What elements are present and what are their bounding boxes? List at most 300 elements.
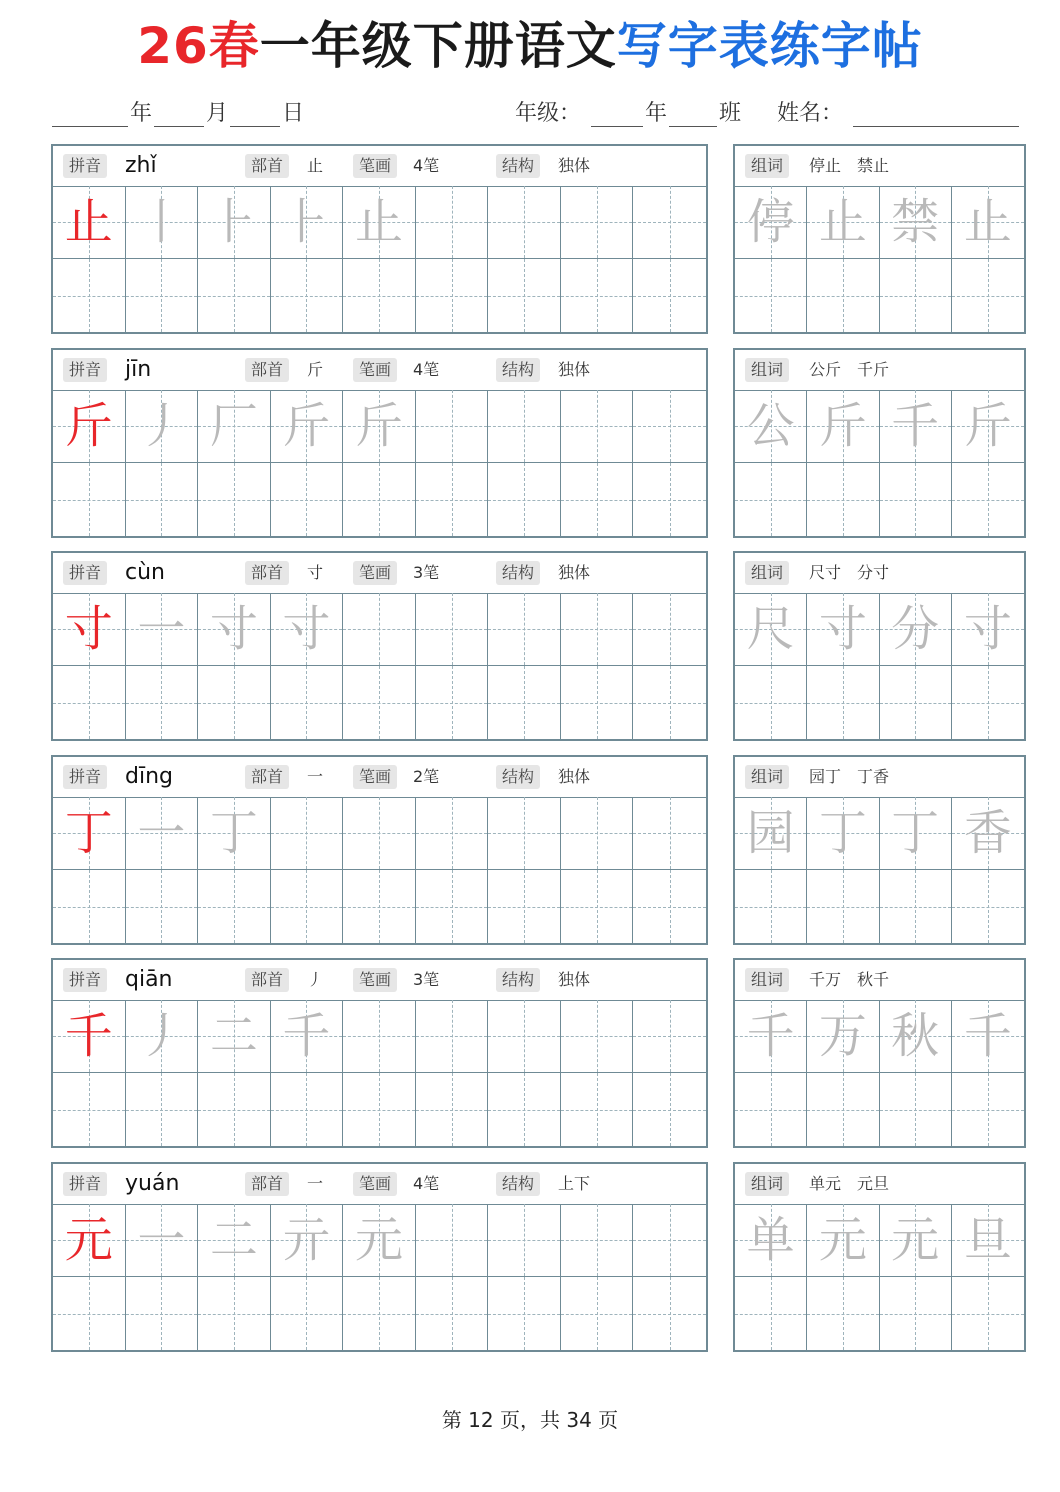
writing-cell[interactable] [807, 1204, 879, 1277]
writing-cell[interactable] [880, 666, 952, 739]
writing-cell[interactable] [343, 1204, 416, 1277]
words-value: 尺寸 分寸 [809, 563, 890, 582]
writing-cell[interactable] [807, 1000, 879, 1073]
writing-cell[interactable] [416, 1073, 489, 1146]
word-practice-box [733, 1162, 1026, 1352]
writing-cell[interactable] [807, 666, 879, 739]
writing-cell[interactable] [807, 259, 879, 332]
stroke-order-step: ⺊ [209, 194, 258, 250]
writing-cell[interactable] [735, 797, 807, 870]
writing-cell[interactable] [53, 1204, 126, 1277]
word-trace-character: 分 [891, 601, 940, 657]
writing-cell[interactable] [561, 259, 634, 332]
writing-cell[interactable] [561, 1204, 634, 1277]
stroke-order-step: 一 [137, 805, 186, 861]
strokes-tag: 笔画 [353, 968, 397, 992]
writing-cell[interactable] [198, 870, 271, 943]
word-trace-character: 千 [963, 1008, 1012, 1064]
writing-cell[interactable] [633, 1204, 706, 1277]
writing-cell[interactable] [271, 1000, 344, 1073]
words-header [735, 146, 1024, 187]
pinyin-tag: 拼音 [63, 765, 107, 789]
radical-tag: 部首 [245, 561, 289, 585]
writing-cell[interactable] [126, 1277, 199, 1350]
writing-cell[interactable] [735, 666, 807, 739]
strokes-value: 2笔 [413, 767, 440, 786]
strokes-value: 4笔 [413, 1174, 440, 1193]
writing-cell[interactable] [198, 1204, 271, 1277]
stroke-order-step: 丁 [209, 805, 258, 861]
writing-cell[interactable] [126, 1204, 199, 1277]
writing-cell[interactable] [126, 1000, 199, 1073]
writing-cell[interactable] [271, 186, 344, 259]
char-practice-box [51, 1162, 708, 1352]
writing-cell[interactable] [952, 870, 1024, 943]
writing-cell[interactable] [880, 1073, 952, 1146]
strokes-tag: 笔画 [353, 358, 397, 382]
writing-cell[interactable] [343, 259, 416, 332]
writing-cell[interactable] [807, 593, 879, 666]
structure-tag: 结构 [496, 968, 540, 992]
writing-cell[interactable] [880, 870, 952, 943]
writing-cell[interactable] [488, 1204, 561, 1277]
writing-cell[interactable] [416, 1204, 489, 1277]
structure-tag: 结构 [496, 154, 540, 178]
date-line [52, 96, 306, 126]
writing-cell[interactable] [735, 870, 807, 943]
model-character: 丁 [64, 805, 113, 861]
words-value: 千万 秋千 [809, 970, 890, 989]
writing-cell[interactable] [416, 593, 489, 666]
writing-cell[interactable] [633, 1277, 706, 1350]
words-tag: 组词 [745, 561, 789, 585]
words-tag: 组词 [745, 968, 789, 992]
writing-cell[interactable] [198, 666, 271, 739]
writing-cell[interactable] [807, 186, 879, 259]
grade-label: 年级： [515, 101, 582, 126]
pinyin-value: yuán [125, 1171, 180, 1196]
writing-cell[interactable] [488, 463, 561, 536]
tian-grid [735, 593, 1024, 739]
writing-cell[interactable] [343, 593, 416, 666]
writing-cell[interactable] [271, 463, 344, 536]
writing-cell[interactable] [53, 186, 126, 259]
name-blank[interactable] [853, 102, 1019, 127]
writing-cell[interactable] [198, 390, 271, 463]
stroke-order-step: 斤 [354, 398, 403, 454]
writing-cell[interactable] [561, 186, 634, 259]
radical-value: 寸 [307, 563, 324, 582]
stroke-order-step: 二 [209, 1008, 258, 1064]
writing-cell[interactable] [416, 870, 489, 943]
writing-cell[interactable] [126, 593, 199, 666]
title-part-blue: 写字表练字帖 [616, 17, 923, 75]
words-tag: 组词 [745, 765, 789, 789]
stroke-order-step: 千 [282, 1008, 331, 1064]
writing-cell[interactable] [416, 797, 489, 870]
stroke-order-step: 斤 [282, 398, 331, 454]
writing-cell[interactable] [343, 797, 416, 870]
writing-cell[interactable] [735, 186, 807, 259]
writing-cell[interactable] [198, 463, 271, 536]
word-trace-character: 香 [963, 805, 1012, 861]
writing-cell[interactable] [880, 463, 952, 536]
radical-value: 丿 [307, 970, 324, 989]
char-practice-box [51, 551, 708, 741]
strokes-tag: 笔画 [353, 765, 397, 789]
writing-cell[interactable] [271, 593, 344, 666]
writing-cell[interactable] [126, 186, 199, 259]
writing-cell[interactable] [416, 259, 489, 332]
writing-cell[interactable] [53, 1277, 126, 1350]
word-practice-box [733, 958, 1026, 1148]
writing-cell[interactable] [952, 186, 1024, 259]
word-trace-character: 寸 [963, 601, 1012, 657]
stroke-order-step: 一 [137, 601, 186, 657]
word-practice-box [733, 551, 1026, 741]
words-header [735, 757, 1024, 798]
writing-cell[interactable] [343, 390, 416, 463]
month-blank[interactable] [154, 102, 204, 127]
writing-cell[interactable] [735, 390, 807, 463]
writing-cell[interactable] [271, 1204, 344, 1277]
writing-cell[interactable] [633, 1000, 706, 1073]
writing-cell[interactable] [880, 1000, 952, 1073]
writing-cell[interactable] [880, 797, 952, 870]
pinyin-value: zhǐ [125, 153, 157, 178]
word-trace-character: 公 [746, 398, 795, 454]
strokes-value: 4笔 [413, 156, 440, 175]
writing-cell[interactable] [952, 463, 1024, 536]
structure-tag: 结构 [496, 561, 540, 585]
writing-cell[interactable] [343, 186, 416, 259]
word-trace-character: 禁 [891, 194, 940, 250]
writing-cell[interactable] [633, 186, 706, 259]
tian-grid [53, 593, 706, 739]
writing-cell[interactable] [343, 666, 416, 739]
writing-cell[interactable] [633, 797, 706, 870]
word-trace-character: 止 [963, 194, 1012, 250]
word-trace-character: 旦 [963, 1212, 1012, 1268]
writing-cell[interactable] [271, 870, 344, 943]
writing-cell[interactable] [952, 259, 1024, 332]
writing-cell[interactable] [561, 390, 634, 463]
word-trace-character: 停 [746, 194, 795, 250]
writing-cell[interactable] [807, 1277, 879, 1350]
words-header [735, 553, 1024, 594]
writing-cell[interactable] [271, 1277, 344, 1350]
word-trace-character: 千 [891, 398, 940, 454]
stroke-order-step: 厂 [209, 398, 258, 454]
writing-cell[interactable] [343, 1277, 416, 1350]
stroke-order-step: 丿 [137, 398, 186, 454]
stroke-order-step: 止 [354, 194, 403, 250]
writing-cell[interactable] [880, 593, 952, 666]
writing-cell[interactable] [488, 870, 561, 943]
writing-cell[interactable] [488, 797, 561, 870]
radical-tag: 部首 [245, 968, 289, 992]
writing-cell[interactable] [126, 870, 199, 943]
writing-cell[interactable] [633, 390, 706, 463]
writing-cell[interactable] [952, 593, 1024, 666]
tian-grid [735, 390, 1024, 536]
writing-cell[interactable] [53, 797, 126, 870]
writing-cell[interactable] [561, 1277, 634, 1350]
writing-cell[interactable] [488, 1277, 561, 1350]
writing-cell[interactable] [416, 186, 489, 259]
structure-tag: 结构 [496, 1172, 540, 1196]
char-info-header [53, 146, 706, 187]
word-trace-character: 单 [746, 1212, 795, 1268]
writing-cell[interactable] [561, 1000, 634, 1073]
writing-cell[interactable] [53, 259, 126, 332]
stroke-order-step: 寸 [209, 601, 258, 657]
words-value: 停止 禁止 [809, 156, 890, 175]
writing-cell[interactable] [416, 1277, 489, 1350]
writing-cell[interactable] [53, 870, 126, 943]
writing-cell[interactable] [416, 390, 489, 463]
model-character: 千 [64, 1008, 113, 1064]
pinyin-value: cùn [125, 560, 165, 585]
writing-cell[interactable] [807, 797, 879, 870]
writing-cell[interactable] [126, 797, 199, 870]
writing-cell[interactable] [198, 593, 271, 666]
writing-cell[interactable] [343, 870, 416, 943]
day-label: 日 [282, 101, 305, 126]
grade-blank[interactable] [591, 102, 643, 127]
writing-cell[interactable] [126, 463, 199, 536]
strokes-tag: 笔画 [353, 154, 397, 178]
writing-cell[interactable] [807, 870, 879, 943]
writing-cell[interactable] [633, 1073, 706, 1146]
writing-cell[interactable] [53, 666, 126, 739]
writing-cell[interactable] [633, 870, 706, 943]
char-info-header [53, 960, 706, 1001]
class-label: 班 [719, 101, 742, 126]
structure-tag: 结构 [496, 765, 540, 789]
student-info-line [515, 96, 1019, 126]
writing-cell[interactable] [271, 259, 344, 332]
writing-cell[interactable] [952, 666, 1024, 739]
writing-cell[interactable] [271, 390, 344, 463]
pinyin-tag: 拼音 [63, 968, 107, 992]
writing-cell[interactable] [952, 1204, 1024, 1277]
writing-cell[interactable] [807, 390, 879, 463]
words-tag: 组词 [745, 1172, 789, 1196]
writing-cell[interactable] [126, 666, 199, 739]
char-info-header [53, 1164, 706, 1205]
writing-cell[interactable] [488, 390, 561, 463]
day-blank[interactable] [230, 102, 280, 127]
word-trace-character: 寸 [818, 601, 867, 657]
radical-value: 一 [307, 767, 324, 786]
writing-cell[interactable] [198, 1073, 271, 1146]
writing-cell[interactable] [633, 463, 706, 536]
writing-cell[interactable] [198, 186, 271, 259]
title-part-black: 一年级下册语文 [259, 17, 617, 75]
pinyin-value: dīng [125, 764, 173, 789]
word-practice-box [733, 144, 1026, 334]
stroke-order-step: 寸 [282, 601, 331, 657]
tian-grid [53, 1000, 706, 1146]
words-tag: 组词 [745, 154, 789, 178]
month-label: 月 [206, 101, 229, 126]
char-info-header [53, 553, 706, 594]
word-trace-character: 丁 [891, 805, 940, 861]
writing-cell[interactable] [53, 463, 126, 536]
writing-cell[interactable] [126, 259, 199, 332]
writing-cell[interactable] [633, 593, 706, 666]
words-header [735, 960, 1024, 1001]
writing-cell[interactable] [952, 1073, 1024, 1146]
stroke-order-step: 元 [354, 1212, 403, 1268]
words-header [735, 350, 1024, 391]
class-blank[interactable] [669, 102, 717, 127]
strokes-value: 4笔 [413, 360, 440, 379]
stroke-order-step: 丨 [137, 194, 186, 250]
writing-cell[interactable] [198, 1000, 271, 1073]
year-blank[interactable] [52, 102, 128, 127]
tian-grid [735, 186, 1024, 332]
writing-cell[interactable] [735, 1277, 807, 1350]
structure-value: 独体 [558, 360, 591, 379]
writing-cell[interactable] [488, 1000, 561, 1073]
writing-cell[interactable] [561, 666, 634, 739]
writing-cell[interactable] [807, 1073, 879, 1146]
words-value: 园丁 丁香 [809, 767, 890, 786]
radical-value: 止 [307, 156, 324, 175]
writing-cell[interactable] [880, 1277, 952, 1350]
writing-cell[interactable] [880, 259, 952, 332]
writing-cell[interactable] [952, 797, 1024, 870]
writing-cell[interactable] [416, 463, 489, 536]
writing-cell[interactable] [735, 1204, 807, 1277]
name-label: 姓名： [777, 101, 844, 126]
writing-cell[interactable] [126, 1073, 199, 1146]
word-trace-character: 斤 [963, 398, 1012, 454]
writing-cell[interactable] [880, 1204, 952, 1277]
pinyin-tag: 拼音 [63, 154, 107, 178]
radical-tag: 部首 [245, 765, 289, 789]
stroke-order-step: ⺊ [282, 194, 331, 250]
structure-value: 上下 [558, 1174, 591, 1193]
writing-cell[interactable] [343, 1000, 416, 1073]
writing-cell[interactable] [198, 259, 271, 332]
words-header [735, 1164, 1024, 1205]
writing-cell[interactable] [343, 463, 416, 536]
writing-cell[interactable] [488, 666, 561, 739]
stroke-order-step: 二 [209, 1212, 258, 1268]
word-trace-character: 千 [746, 1008, 795, 1064]
writing-cell[interactable] [53, 390, 126, 463]
writing-cell[interactable] [633, 259, 706, 332]
writing-cell[interactable] [53, 593, 126, 666]
writing-cell[interactable] [735, 1000, 807, 1073]
writing-cell[interactable] [126, 390, 199, 463]
writing-cell[interactable] [198, 1277, 271, 1350]
char-info-header [53, 350, 706, 391]
structure-value: 独体 [558, 970, 591, 989]
model-character: 斤 [64, 398, 113, 454]
writing-cell[interactable] [271, 797, 344, 870]
radical-tag: 部首 [245, 1172, 289, 1196]
writing-cell[interactable] [53, 1000, 126, 1073]
tian-grid [735, 1000, 1024, 1146]
writing-cell[interactable] [198, 797, 271, 870]
writing-cell[interactable] [488, 186, 561, 259]
writing-cell[interactable] [735, 593, 807, 666]
writing-cell[interactable] [735, 1073, 807, 1146]
structure-value: 独体 [558, 767, 591, 786]
writing-cell[interactable] [561, 797, 634, 870]
writing-cell[interactable] [952, 390, 1024, 463]
tian-grid [53, 186, 706, 332]
structure-value: 独体 [558, 156, 591, 175]
page-title [0, 14, 1060, 78]
structure-tag: 结构 [496, 358, 540, 382]
radical-tag: 部首 [245, 154, 289, 178]
writing-cell[interactable] [633, 666, 706, 739]
writing-cell[interactable] [880, 186, 952, 259]
pinyin-tag: 拼音 [63, 1172, 107, 1196]
tian-grid [53, 797, 706, 943]
radical-value: 斤 [307, 360, 324, 379]
tian-grid [53, 390, 706, 536]
word-trace-character: 丁 [818, 805, 867, 861]
structure-value: 独体 [558, 563, 591, 582]
char-practice-box [51, 755, 708, 945]
writing-cell[interactable] [561, 870, 634, 943]
words-tag: 组词 [745, 358, 789, 382]
title-part-red: 26春 [137, 17, 260, 75]
writing-cell[interactable] [952, 1277, 1024, 1350]
writing-cell[interactable] [561, 1073, 634, 1146]
writing-cell[interactable] [807, 463, 879, 536]
writing-cell[interactable] [735, 463, 807, 536]
writing-cell[interactable] [488, 1073, 561, 1146]
pinyin-value: jīn [125, 357, 152, 382]
word-practice-box [733, 348, 1026, 538]
writing-cell[interactable] [271, 1073, 344, 1146]
writing-cell[interactable] [343, 1073, 416, 1146]
writing-cell[interactable] [561, 463, 634, 536]
pinyin-tag: 拼音 [63, 358, 107, 382]
writing-cell[interactable] [271, 666, 344, 739]
writing-cell[interactable] [416, 1000, 489, 1073]
radical-tag: 部首 [245, 358, 289, 382]
writing-cell[interactable] [952, 1000, 1024, 1073]
writing-cell[interactable] [416, 666, 489, 739]
words-value: 公斤 千斤 [809, 360, 890, 379]
char-practice-box [51, 144, 708, 334]
writing-cell[interactable] [488, 259, 561, 332]
page-footer: 第 12 页，共 34 页 [441, 1408, 619, 1432]
model-character: 止 [64, 194, 113, 250]
char-info-header [53, 757, 706, 798]
radical-value: 一 [307, 1174, 324, 1193]
writing-cell[interactable] [561, 593, 634, 666]
writing-cell[interactable] [488, 593, 561, 666]
writing-cell[interactable] [53, 1073, 126, 1146]
word-trace-character: 园 [746, 805, 795, 861]
model-character: 元 [64, 1212, 113, 1268]
tian-grid [735, 1204, 1024, 1350]
stroke-order-step: 一 [137, 1212, 186, 1268]
tian-grid [735, 797, 1024, 943]
writing-cell[interactable] [735, 259, 807, 332]
writing-cell[interactable] [880, 390, 952, 463]
year-label: 年 [130, 101, 153, 126]
